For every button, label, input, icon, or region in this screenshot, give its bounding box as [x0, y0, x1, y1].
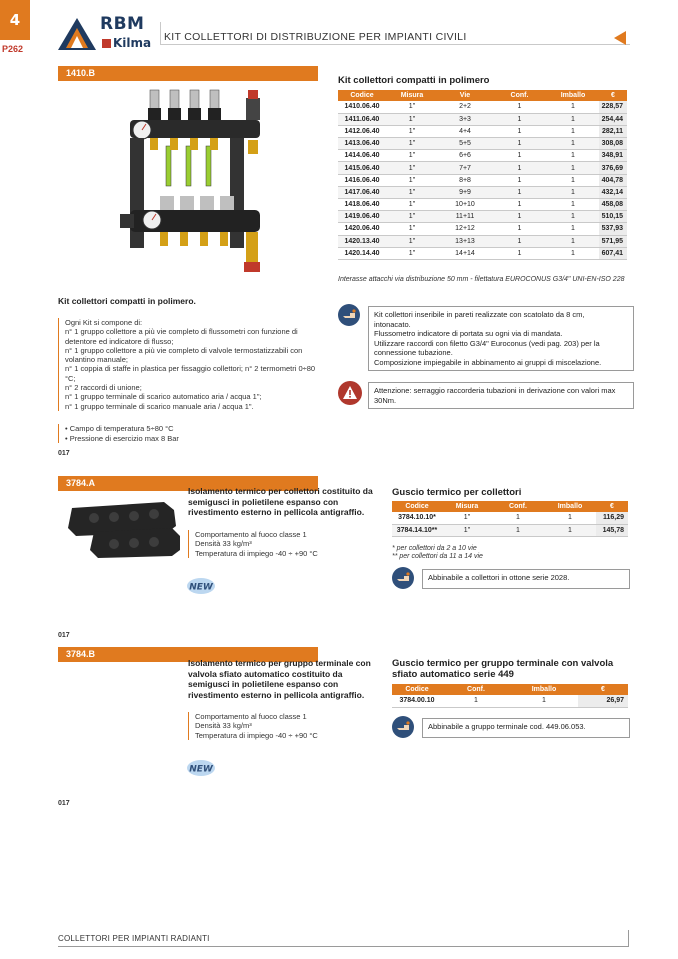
spec-bullet-list [58, 424, 179, 443]
table-cell: 1 [492, 186, 547, 198]
table-row [338, 247, 627, 259]
description-line: n° 1 coppia di staffe in plastica per fissaggio collettori; n° 2 termometri 0÷80 [65, 364, 316, 374]
cell-codice: 1420.13.40 [338, 235, 386, 247]
table-cell: 1 [510, 695, 578, 707]
table-row [392, 695, 628, 707]
info-line: Abbinabile a gruppo terminale cod. 449.06.053. [428, 722, 586, 731]
col-imballo: Imballo [544, 501, 596, 512]
header-arrow-icon [614, 31, 626, 45]
info-box-compatibility [422, 569, 630, 589]
table-cell: 1 [492, 138, 547, 150]
table-cell: 1 [547, 113, 599, 125]
table-cell: 8+8 [438, 174, 492, 186]
table-cell: 1 [492, 113, 547, 125]
cell-codice: 1419.06.40 [338, 211, 386, 223]
info-line: Flussometro indicatore di portata su ogni via di mandata. [374, 329, 563, 338]
table-cell: 1 [547, 199, 599, 211]
section-code-3784a: 3784.A [58, 476, 318, 491]
new-badge-icon [186, 759, 216, 777]
table-cell: 1 [547, 174, 599, 186]
description-line: °C; [65, 373, 76, 383]
description-title: Kit collettori compatti in polimero. [58, 296, 196, 306]
reference-number: 017 [58, 450, 70, 457]
spec-line: Comportamento al fuoco classe 1 [195, 712, 307, 721]
table-cell: 1 [492, 101, 547, 113]
table-cell: 1 [442, 695, 510, 707]
spec-line: Densità 33 kg/m³ [195, 721, 252, 731]
table-cell: 3+3 [438, 113, 492, 125]
cell-codice: 1410.06.40 [338, 101, 386, 113]
col-conf: Conf. [492, 90, 547, 101]
title-line: sfiato automatico serie 449 [392, 669, 514, 680]
cell-codice: 1420.14.40 [338, 247, 386, 259]
insulation-specs [188, 530, 368, 558]
table-title-kit-collettori: Kit collettori compatti in polimero [338, 75, 490, 86]
cell-codice: 1411.06.40 [338, 113, 386, 125]
col-vie: Vie [438, 90, 492, 101]
warning-icon [338, 381, 362, 405]
spec-bullet: • Pressione di esercizio max 8 Bar [65, 434, 179, 444]
table-cell: 1 [492, 235, 547, 247]
table-row [392, 512, 628, 524]
table-cell: 11+11 [438, 211, 492, 223]
table-cell: 1" [386, 247, 438, 259]
col-imballo: Imballo [547, 90, 599, 101]
table-cell: 1 [492, 247, 547, 259]
table-cell: 10+10 [438, 199, 492, 211]
cell-codice: 3784.10.10* [392, 512, 442, 524]
cell-codice: 1415.06.40 [338, 162, 386, 174]
cell-codice: 1418.06.40 [338, 199, 386, 211]
col-codice: Codice [392, 501, 442, 512]
table-row [338, 211, 627, 223]
header-title: KIT COLLETTORI DI DISTRIBUZIONE PER IMPIANTI CIVILI [164, 31, 467, 43]
insulation-shell-image [64, 500, 182, 560]
info-box-terminal-compatibility [422, 718, 630, 738]
col-codice: Codice [392, 684, 442, 695]
table-cell: 7+7 [438, 162, 492, 174]
cell-codice: 1416.06.40 [338, 174, 386, 186]
table-row [338, 223, 627, 235]
info-line: Abbinabile a collettori in ottone serie 2028. [428, 573, 570, 582]
table-cell: 1 [492, 524, 544, 536]
title-line: Isolamento termico per collettori costituito da [188, 486, 373, 496]
info-line: Composizione impiegabile in abbinamento ai gruppi di miscelazione. [374, 357, 602, 367]
table-row [338, 138, 627, 150]
col-price: € [578, 684, 628, 695]
col-imballo: Imballo [510, 684, 578, 695]
table-header-row [338, 90, 627, 101]
cell-price: 145,78 [596, 524, 628, 536]
table-cell: 1 [544, 512, 596, 524]
cell-price: 254,44 [599, 113, 627, 125]
table-cell: 1 [492, 125, 547, 137]
cell-price: 308,08 [599, 138, 627, 150]
price-table-guscio-collettori [392, 501, 628, 537]
cell-price: 432,14 [599, 186, 627, 198]
table-row [338, 125, 627, 137]
table-cell: 14+14 [438, 247, 492, 259]
title-line: semigusci in polietilene espanso con [188, 496, 339, 507]
table-cell: 1 [547, 101, 599, 113]
table-cell: 1" [386, 138, 438, 150]
table-cell: 1 [547, 235, 599, 247]
table-cell: 1 [492, 150, 547, 162]
table-cell: 2+2 [438, 101, 492, 113]
description-line: n° 1 gruppo collettore a più vie completo di flussometri con funzione di [65, 327, 298, 337]
table-row [338, 186, 627, 198]
table-row [338, 199, 627, 211]
table-cell: 1" [386, 125, 438, 137]
info-line: intonacato. [374, 319, 411, 329]
table-cell: 1 [492, 211, 547, 223]
new-badge-icon [186, 577, 216, 595]
table-cell: 1 [547, 211, 599, 223]
description-line: n° 1 gruppo terminale di scarico automatico aria / acqua 1"; [65, 392, 262, 402]
spec-line: Temperatura di impiego -40 ÷ +90 °C [195, 548, 318, 558]
brand-rbm: RBM [100, 14, 145, 34]
cell-codice: 1414.06.40 [338, 150, 386, 162]
cell-price: 458,08 [599, 199, 627, 211]
table-cell: 1" [386, 211, 438, 223]
table-cell: 1" [386, 174, 438, 186]
cell-price: 537,93 [599, 223, 627, 235]
cell-price: 510,15 [599, 211, 627, 223]
cell-price: 348,91 [599, 150, 627, 162]
info-line: connessione tubazione. [374, 348, 453, 357]
info-box-installation [368, 306, 634, 371]
info-hand-icon [338, 304, 360, 326]
table-cell: 1 [547, 223, 599, 235]
reference-number: 017 [58, 800, 70, 807]
table-row [338, 150, 627, 162]
table-cell: 12+12 [438, 223, 492, 235]
table-cell: 4+4 [438, 125, 492, 137]
table-header-row [392, 684, 628, 695]
description-line: detentore ed indicatore di flusso; [65, 336, 174, 346]
col-price: € [599, 90, 627, 101]
title-line: valvola sfiato automatico costituito da [188, 668, 343, 679]
insulation-description-title [188, 486, 388, 518]
chapter-number: 4 [9, 11, 21, 29]
table-cell: 1 [547, 162, 599, 174]
col-misura: Misura [442, 501, 492, 512]
brand-logo [58, 14, 158, 54]
table-cell: 1 [547, 138, 599, 150]
terminal-insulation-title [188, 658, 388, 700]
page-number: P262 [2, 44, 24, 54]
cell-price: 571,95 [599, 235, 627, 247]
table-row [338, 174, 627, 186]
table-cell: 5+5 [438, 138, 492, 150]
table-title-guscio-collettori: Guscio termico per collettori [392, 487, 522, 498]
table-cell: 1 [492, 199, 547, 211]
footer-divider [58, 946, 628, 947]
table-cell: 1" [386, 186, 438, 198]
spec-line: Comportamento al fuoco classe 1 [195, 530, 307, 539]
description-line: volantino manuale; [65, 355, 128, 365]
cell-price: 607,41 [599, 247, 627, 259]
warning-box-tightening [368, 382, 634, 409]
col-codice: Codice [338, 90, 386, 101]
spec-line: Temperatura di impiego -40 ÷ +90 °C [195, 730, 318, 740]
svg-text:NEW: NEW [189, 764, 213, 775]
brand-kilma: Kilma [102, 36, 151, 50]
description-body [58, 318, 328, 411]
title-line: Guscio termico per gruppo terminale con valvola [392, 658, 614, 669]
title-line: rivestimento esterno in pellicola antigraffio. [188, 689, 365, 700]
cell-price: 376,69 [599, 162, 627, 174]
col-price: € [596, 501, 628, 512]
table-cell: 1" [386, 162, 438, 174]
description-line: n° 1 gruppo terminale di scarico manuale aria / acqua 1". [65, 401, 254, 411]
description-line: n° 1 gruppo collettore a più vie completo di valvole termostatizzabili con [65, 345, 303, 355]
col-misura: Misura [386, 90, 438, 101]
section-code-1410b: 1410.B [58, 66, 318, 81]
table-cell: 1 [547, 186, 599, 198]
table-cell: 1" [386, 223, 438, 235]
table-row [338, 162, 627, 174]
table-row [338, 101, 627, 113]
reference-number: 017 [58, 632, 70, 639]
title-line: semigusci in polietilene espanso con [188, 679, 339, 689]
cell-price: 26,97 [578, 695, 628, 707]
warning-line: 30Nm. [374, 395, 397, 405]
table-footnote-2: ** per collettori da 11 a 14 vie [392, 553, 483, 560]
cell-codice: 1412.06.40 [338, 125, 386, 137]
table-cell: 1 [544, 524, 596, 536]
cell-codice: 3784.00.10 [392, 695, 442, 707]
manifold-kit-image [120, 86, 280, 286]
table-footnote-1: * per collettori da 2 a 10 vie [392, 545, 477, 552]
table-cell: 1 [492, 162, 547, 174]
chapter-tab [0, 0, 30, 40]
table-cell: 1" [442, 512, 492, 524]
cell-codice: 1413.06.40 [338, 138, 386, 150]
description-line: Ogni Kit si compone di: [65, 318, 143, 327]
title-line: Isolamento termico per gruppo terminale con [188, 658, 371, 668]
table-cell: 1 [492, 223, 547, 235]
table-cell: 9+9 [438, 186, 492, 198]
table-note: Interasse attacchi via distribuzione 50 mm - filettatura EUROCONUS G3/4" UNI-EN-ISO 228 [338, 276, 625, 283]
svg-text:NEW: NEW [189, 582, 213, 593]
cell-codice: 1417.06.40 [338, 186, 386, 198]
header-divider [160, 44, 630, 45]
price-table-guscio-terminale [392, 684, 628, 708]
table-cell: 1 [547, 125, 599, 137]
price-table-kit-collettori [338, 90, 627, 260]
info-line: Utilizzare raccordi con filetto G3/4" Euroconus (vedi pag. 203) per la [374, 338, 600, 348]
table-row [338, 113, 627, 125]
table-cell: 1" [386, 150, 438, 162]
cell-price: 404,78 [599, 174, 627, 186]
table-cell: 1 [492, 512, 544, 524]
info-hand-icon [392, 716, 414, 738]
footer-title: COLLETTORI PER IMPIANTI RADIANTI [58, 934, 210, 943]
table-cell: 1" [442, 524, 492, 536]
terminal-insulation-specs [188, 712, 368, 740]
col-conf: Conf. [492, 501, 544, 512]
spec-line: Densità 33 kg/m³ [195, 539, 252, 549]
warning-line: Attenzione: serraggio raccorderia tubazioni in derivazione con valori max [374, 386, 616, 395]
info-line: Kit collettori inseribile in pareti realizzate con scatolato da 8 cm, [374, 310, 585, 319]
cell-price: 116,29 [596, 512, 628, 524]
table-cell: 1" [386, 235, 438, 247]
cell-price: 282,11 [599, 125, 627, 137]
table-cell: 1" [386, 101, 438, 113]
cell-price: 228,57 [599, 101, 627, 113]
table-cell: 13+13 [438, 235, 492, 247]
table-title-guscio-terminale [392, 658, 613, 680]
spec-bullet: • Campo di temperatura 5÷80 °C [65, 424, 179, 434]
table-cell: 1 [547, 150, 599, 162]
title-line: rivestimento esterno in pellicola antigraffio. [188, 507, 365, 517]
table-row [392, 524, 628, 536]
info-hand-icon [392, 567, 414, 589]
table-cell: 1 [492, 174, 547, 186]
table-cell: 1" [386, 113, 438, 125]
col-conf: Conf. [442, 684, 510, 695]
logo-triangle-icon [58, 18, 96, 50]
table-cell: 1 [547, 247, 599, 259]
cell-codice: 1420.06.40 [338, 223, 386, 235]
table-cell: 6+6 [438, 150, 492, 162]
table-cell: 1" [386, 199, 438, 211]
section-code-3784b: 3784.B [58, 647, 318, 662]
cell-codice: 3784.14.10** [392, 524, 442, 536]
description-line: n° 2 raccordi di unione; [65, 383, 142, 393]
table-header-row [392, 501, 628, 512]
table-row [338, 235, 627, 247]
